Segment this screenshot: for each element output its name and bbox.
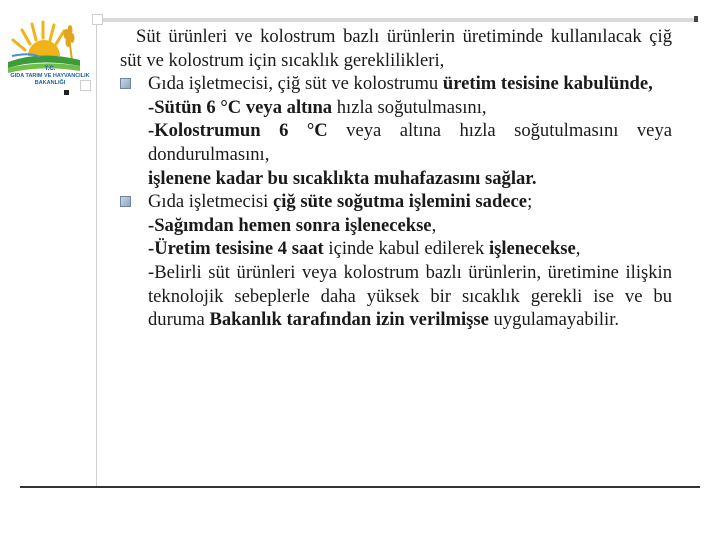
text-run: Gıda işletmecisi, çiğ süt ve kolostrumu	[148, 73, 443, 95]
bold-text-run: -Sağımdan hemen sonra işlenecekse	[148, 214, 432, 236]
logo-line-2: GIDA TARIM VE HAYVANCILIK	[10, 73, 90, 79]
bold-text-run: işlenecekse	[488, 238, 576, 260]
text-run: veya altına hızla soğutulmasını veya dondurulmasını,	[148, 120, 672, 165]
corner-square-mid	[80, 80, 91, 91]
corner-square-top	[92, 14, 103, 25]
text-paragraph	[120, 119, 672, 166]
bold-text-run: -Sütün 6 °C veya altına	[148, 96, 333, 118]
bullet-paragraph	[120, 72, 672, 96]
bold-text-run: çiğ süte soğutma işlemini sadece	[272, 191, 528, 213]
text-run: -Belirli süt ürünleri veya kolostrum bazlı ürünlerin, üretimine ilişkin teknolojik sebeplerle daha yüksek bir sıcaklık gerekli ise ve bu duruma	[148, 261, 672, 331]
text-run: hızla soğutulmasını,	[332, 96, 487, 118]
left-vertical-rule	[96, 22, 97, 487]
text-paragraph	[120, 237, 672, 261]
text-run: ,	[575, 238, 581, 260]
text-run: ,	[431, 214, 437, 236]
bottom-rule	[20, 486, 700, 488]
top-rule	[96, 18, 696, 22]
text-paragraph	[120, 167, 672, 191]
text-paragraph	[120, 25, 672, 72]
text-run: Gıda işletmecisi	[148, 191, 273, 213]
text-paragraph	[120, 96, 672, 120]
text-paragraph	[120, 261, 672, 332]
text-paragraph	[120, 214, 672, 238]
top-rule-end	[694, 16, 698, 22]
text-run: ;	[527, 191, 533, 213]
logo-line-1: T.C.	[44, 66, 56, 72]
text-run: içinde kabul edilerek	[323, 238, 489, 260]
text-run: uygulamayabilir.	[488, 309, 620, 331]
bold-text-run: -Üretim tesisine 4 saat	[148, 238, 324, 260]
logo-line-3: BAKANLIĞI	[34, 80, 66, 86]
bold-text-run: işlenene kadar bu sıcaklıkta muhafazasını sağlar.	[148, 167, 537, 189]
corner-square-dark	[64, 90, 69, 95]
bold-text-run: üretim tesisine kabulünde,	[442, 73, 653, 95]
bold-text-run: -Kolostrumun 6 °C	[148, 120, 328, 142]
bullet-paragraph	[120, 190, 672, 214]
square-bullet-icon	[120, 78, 131, 89]
square-bullet-icon	[120, 196, 131, 207]
slide-body	[120, 25, 672, 332]
bold-text-run: Bakanlık tarafından izin verilmişse	[209, 309, 489, 331]
text-run: Süt ürünleri ve kolostrum bazlı ürünlerin üretiminde kullanılacak çiğ süt ve kolostrum için sıcaklık gereklilikleri,	[120, 26, 672, 71]
